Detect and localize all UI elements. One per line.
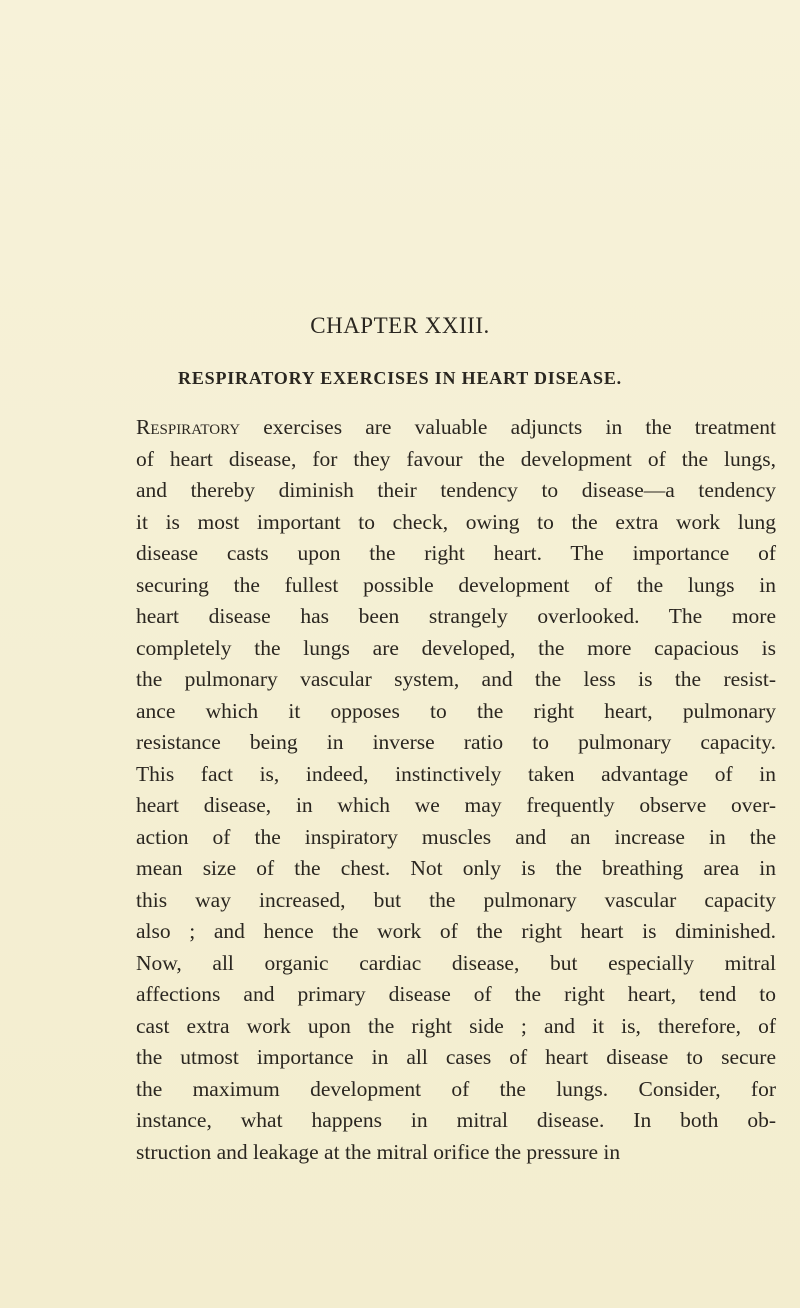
text-line: struction and leakage at the mitral orifice the pressure in: [136, 1139, 621, 1164]
text-line: instance, what happens in mitral disease. In both ob-: [136, 1108, 776, 1132]
text-line: this way increased, but the pulmonary vascular capacity: [136, 887, 776, 912]
chapter-title: RESPIRATORY EXERCISES IN HEART DISEASE.: [178, 368, 622, 388]
text-line: securing the fullest possible development of the lungs in: [136, 572, 776, 597]
text-line: the utmost importance in all cases of heart disease to secure: [136, 1045, 776, 1069]
chapter-heading: CHAPTER XXIII.: [310, 313, 490, 338]
text-line: the pulmonary vascular system, and the less is the resist-: [136, 667, 776, 691]
first-line-rest: exercises are valuable adjuncts in the treatment: [240, 415, 776, 439]
text-line: resistance being in inverse ratio to pulmonary capacity.: [136, 730, 776, 754]
text-line: action of the inspiratory muscles and an increase in the: [136, 824, 776, 849]
text-line: heart disease has been strangely overlooked. The more: [136, 604, 776, 628]
text-line: [136, 412, 776, 444]
first-word-smallcaps: Respiratory: [136, 415, 241, 439]
text-line: of heart disease, for they favour the development of the lungs,: [136, 446, 776, 471]
text-line: it is most important to check, owing to the extra work lung: [136, 509, 776, 534]
text-line: Now, all organic cardiac disease, but especially mitral: [136, 950, 776, 975]
text-line: This fact is, indeed, instinctively taken advantage of in: [136, 761, 776, 786]
text-line: and thereby diminish their tendency to disease—a tendency: [136, 478, 776, 502]
text-line: affections and primary disease of the right heart, tend to: [136, 982, 776, 1006]
text-line: also ; and hence the work of the right heart is diminished.: [136, 919, 776, 943]
text-line: disease casts upon the right heart. The importance of: [136, 541, 776, 565]
body-paragraph: [136, 412, 776, 1168]
text-line: heart disease, in which we may frequently observe over-: [136, 793, 776, 817]
text-line: completely the lungs are developed, the more capacious is: [136, 635, 776, 660]
text-line: mean size of the chest. Not only is the breathing area in: [136, 856, 776, 880]
text-line: cast extra work upon the right side ; and it is, therefore, of: [136, 1013, 776, 1038]
text-line: the maximum development of the lungs. Consider, for: [136, 1076, 776, 1101]
text-line: ance which it opposes to the right heart, pulmonary: [136, 698, 776, 723]
